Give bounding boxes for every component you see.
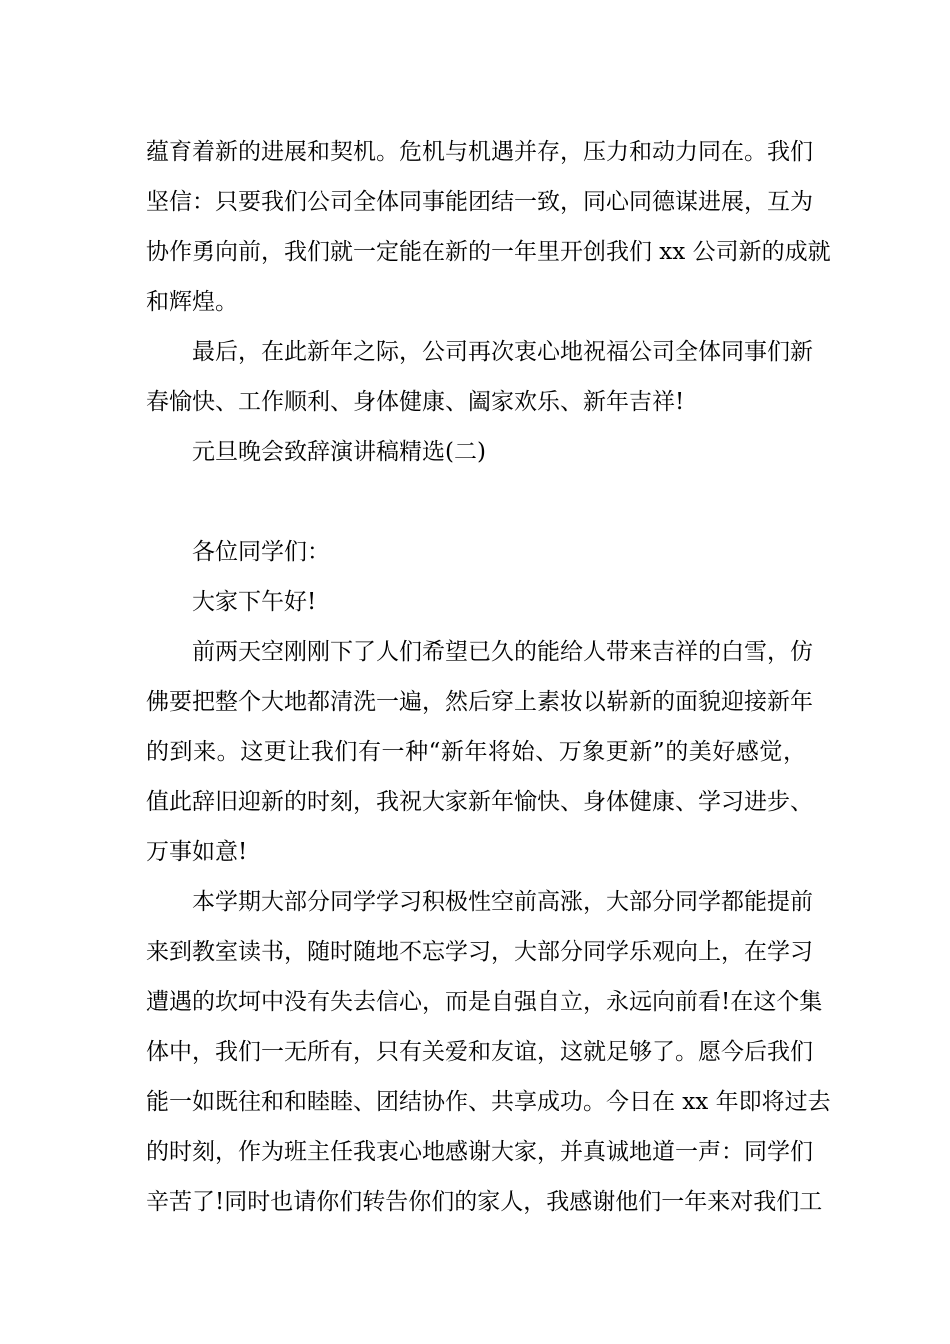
text-line: 佛要把整个大地都清洗一遍，然后穿上素妆以崭新的面貌迎接新年 [146, 689, 813, 715]
text-line: 春愉快、工作顺利、身体健康、阖家欢乐、新年吉祥! [146, 389, 685, 415]
text-line: 值此辞旧迎新的时刻，我祝大家新年愉快、身体健康、学习进步、 [146, 789, 813, 815]
text-line: 蕴育着新的进展和契机。危机与机遇并存，压力和动力同在。我们 [146, 139, 813, 165]
text-line: 辛苦了!同时也请你们转告你们的家人，我感谢他们一年来对我们工 [146, 1189, 823, 1215]
text-line: 最后，在此新年之际，公司再次衷心地祝福公司全体同事们新 [192, 339, 813, 365]
text-line: 坚信：只要我们公司全体同事能团结一致，同心同德谋进展，互为 [146, 189, 813, 215]
text-line: 的时刻，作为班主任我衷心地感谢大家，并真诚地道一声：同学们 [146, 1139, 813, 1165]
text-line: 万事如意! [146, 839, 248, 865]
text-line: 和辉煌。 [146, 289, 238, 315]
greeting: 大家下午好! [192, 589, 317, 615]
section-heading: 元旦晚会致辞演讲稿精选(二) [192, 439, 486, 465]
text-line: 本学期大部分同学学习积极性空前高涨，大部分同学都能提前 [192, 889, 813, 915]
text-line: 前两天空刚刚下了人们希望已久的能给人带来吉祥的白雪，仿 [192, 639, 813, 665]
text-line: 能一如既往和和睦睦、团结协作、共享成功。今日在 xx 年即将过去 [146, 1089, 831, 1115]
text-line: 的到来。这更让我们有一种“新年将始、万象更新”的美好感觉， [146, 739, 806, 765]
salutation: 各位同学们： [192, 539, 330, 565]
text-line: 来到教室读书，随时随地不忘学习，大部分同学乐观向上，在学习 [146, 939, 813, 965]
text-line: 协作勇向前，我们就一定能在新的一年里开创我们 xx 公司新的成就 [146, 239, 831, 265]
text-line: 体中，我们一无所有，只有关爱和友谊，这就足够了。愿今后我们 [146, 1039, 813, 1065]
text-line: 遭遇的坎坷中没有失去信心，而是自强自立，永远向前看!在这个集 [146, 989, 823, 1015]
